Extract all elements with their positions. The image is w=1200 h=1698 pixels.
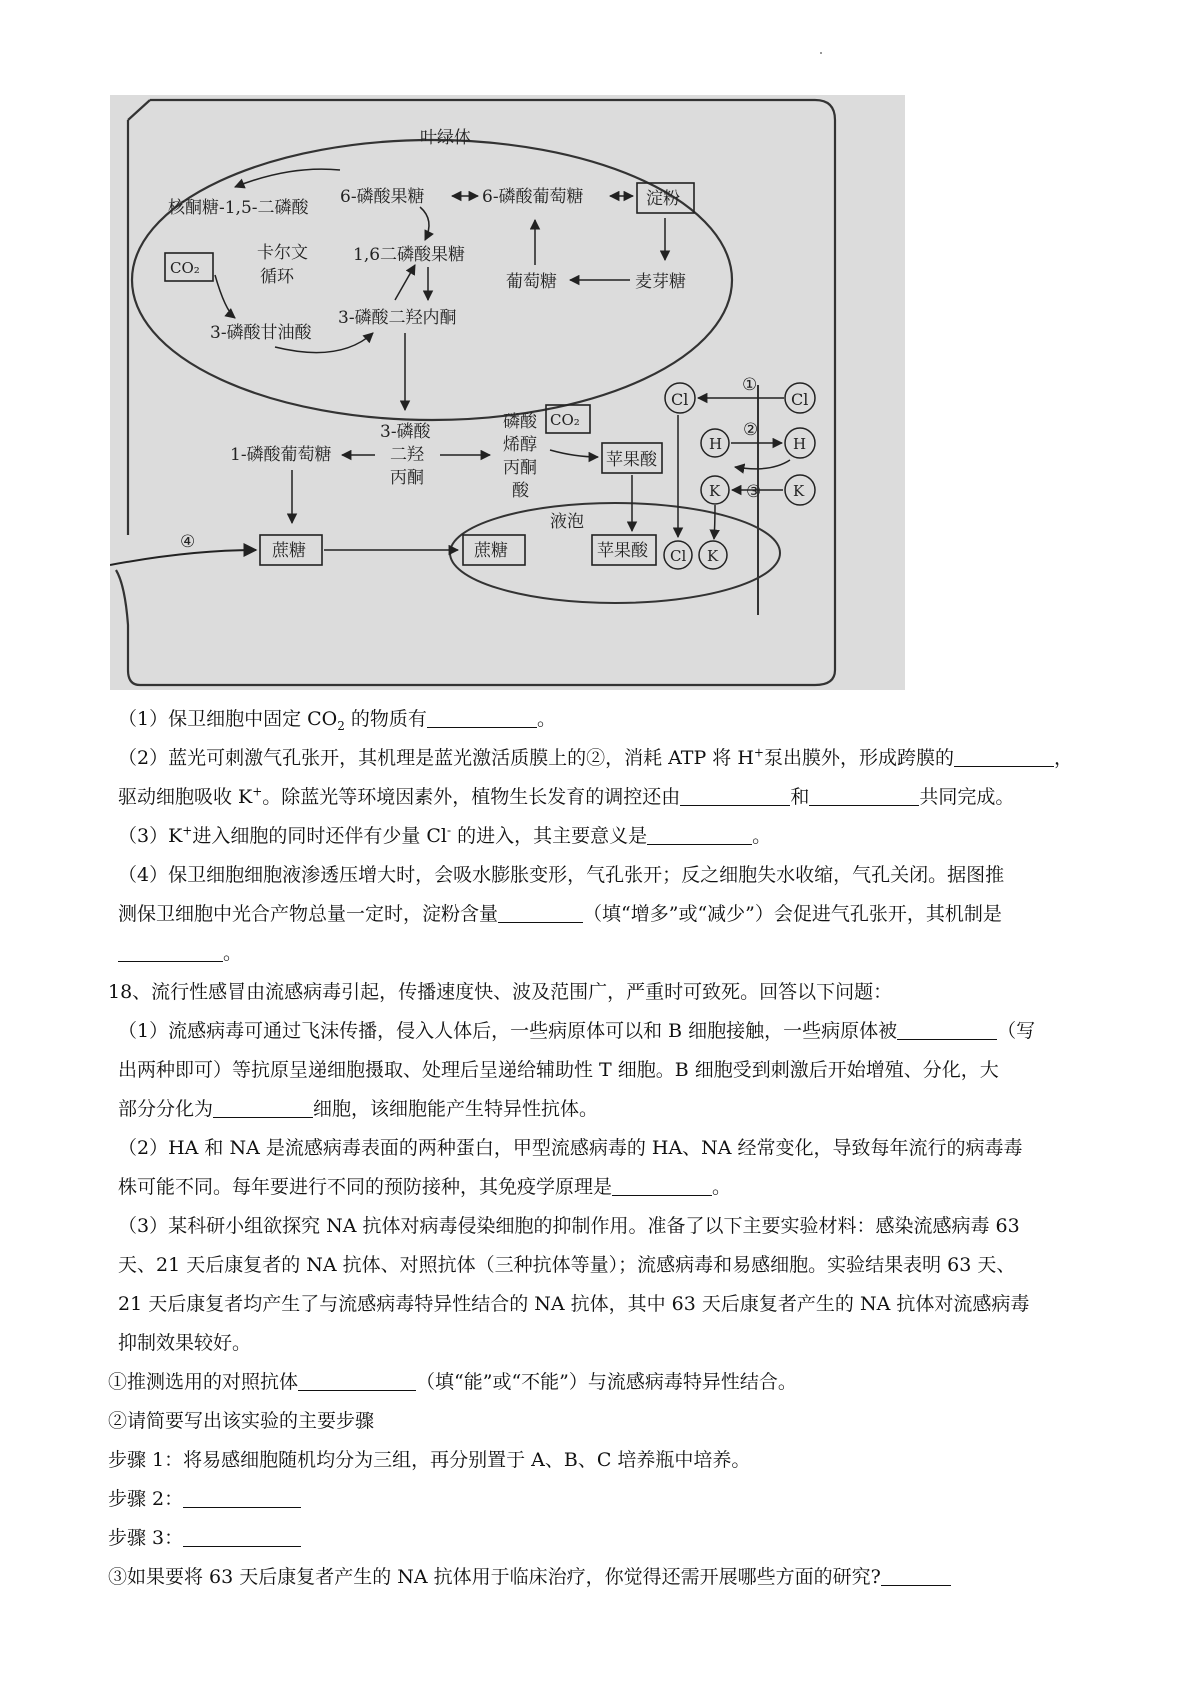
q17-2: （2）蓝光可刺激气孔张开，其机理是蓝光激活质膜上的②，消耗 ATP 将 H+泵出膜外，形成跨膜的 ， 驱动细胞吸收 K+。除蓝光等环境因素外，植物生长发育的调控还由 和 共同完成。 xyxy=(118,745,1074,808)
q18-3: （3）某科研小组欲探究 NA 抗体对病毒侵染细胞的抑制作用。准备了以下主要实验材料：感染流感病毒 63 天、21 天后康复者的 NA 抗体、对照抗体（三种抗体等量）；流感病毒和易感细胞。实验结果表明 63 天、 21 天后康复者均产生了与流感病毒特异性结合的 NA 抗体，其中 63 天后康复者产生的 NA 抗体对流感病毒 抑制效果较好。 xyxy=(118,1215,1030,1354)
h-inner-label: H xyxy=(709,435,723,453)
dhap-out-label-1: 3-磷酸 xyxy=(380,422,431,442)
cl-inner-label: Cl xyxy=(671,390,689,409)
dhap-out-label-2: 二羟 xyxy=(390,445,424,465)
pga-label: 3-磷酸甘油酸 xyxy=(210,323,312,343)
step-1: 步骤 1：将易感细胞随机均分为三组，再分别置于 A、B、C 培养瓶中培养。 xyxy=(108,1449,751,1471)
q18-3-part3: ③如果要将 63 天后康复者产生的 NA 抗体用于临床治疗，你觉得还需开展哪些方面的研究? xyxy=(108,1558,1098,1597)
label-4: ④ xyxy=(180,532,196,552)
calvin-label-2: 循环 xyxy=(260,267,294,287)
k-outer-label: K xyxy=(793,482,805,500)
answer-blank[interactable] xyxy=(612,1175,712,1196)
g1p-label: 1-磷酸葡萄糖 xyxy=(230,445,332,465)
q18-3-part2: ②请简要写出该实验的主要步骤 xyxy=(108,1410,375,1432)
cl-outer-label: Cl xyxy=(791,390,809,409)
label-2: ② xyxy=(743,420,759,440)
pep-label-2: 烯醇 xyxy=(503,435,537,455)
dhap-inner-label: 3-磷酸二羟内酮 xyxy=(338,308,457,328)
answer-blank[interactable] xyxy=(213,1097,313,1118)
question-text xyxy=(108,700,1098,1597)
vacuole-label: 液泡 xyxy=(550,512,584,532)
q17-3: （3）K+进入细胞的同时还伴有少量 Cl- 的进入，其主要意义是 。 xyxy=(118,823,772,847)
answer-blank[interactable] xyxy=(498,902,583,923)
ribulose-label: 核酮糖-1,5-二磷酸 xyxy=(168,198,309,218)
k-inner-label: K xyxy=(709,482,721,500)
g6p-label: 6-磷酸葡萄糖 xyxy=(482,187,584,207)
sucrose-label: 蔗糖 xyxy=(272,541,306,561)
answer-blank[interactable] xyxy=(881,1565,951,1586)
malate-vac-label: 苹果酸 xyxy=(597,541,648,561)
pep-label-1: 磷酸 xyxy=(503,412,537,432)
fbp-label: 1,6二磷酸果糖 xyxy=(353,245,466,265)
k-vac-label: K xyxy=(707,547,719,565)
f6p-label: 6-磷酸果糖 xyxy=(340,187,425,207)
co2-label: CO₂ xyxy=(170,259,200,277)
answer-blank[interactable] xyxy=(183,1487,301,1508)
q17-1: （1）保卫细胞中固定 $CO_2$ 的物质有 。 xyxy=(118,708,556,733)
q18-1: （1）流感病毒可通过飞沫传播，侵入人体后，一些病原体可以和 B 细胞接触，一些病原体被 （写 出两种即可）等抗原呈递细胞摄取、处理后呈递给辅助性 T 细胞。B 细胞受到刺激后开始增殖、分化，大 部分分化为 细胞，该细胞能产生特异性抗体。 xyxy=(118,1020,1036,1120)
cl-vac-label: Cl xyxy=(670,547,687,565)
answer-blank[interactable] xyxy=(298,1370,416,1391)
q18-2: （2）HA 和 NA 是流感病毒表面的两种蛋白，甲型流感病毒的 HA、NA 经常变化，导致每年流行的病毒毒 株可能不同。每年要进行不同的预防接种，其免疫学原理是 。 xyxy=(118,1137,1023,1198)
answer-blank[interactable] xyxy=(118,941,223,962)
scan-speck xyxy=(820,52,822,54)
answer-blank[interactable] xyxy=(427,707,537,728)
answer-blank[interactable] xyxy=(897,1019,997,1040)
h-outer-label: H xyxy=(793,435,807,453)
answer-blank[interactable] xyxy=(647,824,752,845)
q18-3-part1: ①推测选用的对照抗体 （填“能”或“不能”）与流感病毒特异性结合。 xyxy=(108,1371,797,1393)
step-2: 步骤 2： xyxy=(108,1480,1098,1519)
q18-intro: 18、流行性感冒由流感病毒引起，传播速度快、波及范围广，严重时可致死。回答以下问题： xyxy=(108,981,893,1003)
sucrose-vac-label: 蔗糖 xyxy=(474,541,508,561)
label-1: ① xyxy=(742,375,758,395)
pep-label-3: 丙酮 xyxy=(503,458,537,478)
q17-4: （4）保卫细胞细胞液渗透压增大时，会吸水膨胀变形，气孔张开；反之细胞失水收缩，气孔关闭。据图推 测保卫细胞中光合产物总量一定时，淀粉含量 （填“增多”或“减少”）会促进气孔张开，其机制是 。 xyxy=(118,864,1005,964)
co2-cyto-label: CO₂ xyxy=(550,411,580,429)
malate-label: 苹果酸 xyxy=(606,450,657,470)
answer-blank[interactable] xyxy=(680,785,790,806)
label-3: ③ xyxy=(746,482,762,502)
starch-label: 淀粉 xyxy=(646,189,680,209)
step-3: 步骤 3： xyxy=(108,1519,1098,1558)
answer-blank[interactable] xyxy=(183,1526,301,1547)
answer-blank[interactable] xyxy=(954,746,1054,767)
answer-blank[interactable] xyxy=(809,785,919,806)
dhap-out-label-3: 丙酮 xyxy=(390,468,424,488)
calvin-label-1: 卡尔文 xyxy=(257,243,308,263)
guard-cell-diagram xyxy=(110,95,905,690)
maltose-label: 麦芽糖 xyxy=(635,272,686,292)
glucose-label: 葡萄糖 xyxy=(506,272,557,292)
pep-label-4: 酸 xyxy=(512,481,529,501)
chloroplast-label: 叶绿体 xyxy=(420,128,471,148)
